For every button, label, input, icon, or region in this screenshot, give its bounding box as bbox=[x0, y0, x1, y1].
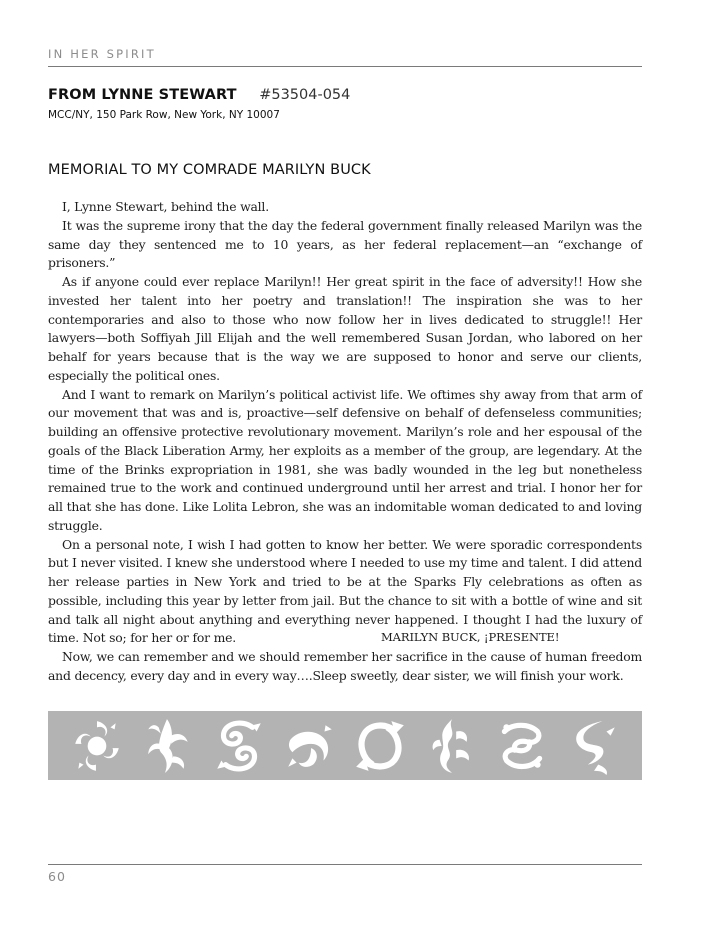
ring-ornament-icon bbox=[354, 717, 406, 775]
body-text bbox=[48, 198, 642, 686]
swirl-ornament-icon bbox=[71, 717, 123, 775]
spiral-ornament-icon bbox=[213, 717, 265, 775]
header-rule bbox=[48, 66, 642, 67]
piece-title: MEMORIAL TO MY COMRADE MARILYN BUCK bbox=[48, 162, 371, 178]
hook-ornament-icon bbox=[567, 717, 619, 775]
paragraph: As if anyone could ever replace Marilyn!! Her great spirit in the face of adversity!! How she invested her talent into her poetry and translation!! The inspiration she was to her contemporaries and also to those who now follow her in lives dedicated to struggle!! Her lawyers—both Soffiyah Jill Elijah and the well remembered Susan Jordan, who labored on her behalf for years because that is the way we are supposed to honor and serve our clients, especially the political ones. bbox=[48, 274, 642, 383]
wave-ornament-icon bbox=[496, 717, 548, 775]
page-number: 60 bbox=[48, 869, 66, 884]
inmate-number: #53504-054 bbox=[259, 87, 351, 103]
footer-rule bbox=[48, 864, 642, 865]
leaf-ornament-icon bbox=[142, 717, 194, 775]
paragraph: I, Lynne Stewart, behind the wall. bbox=[62, 199, 269, 214]
author-name: FROM LYNNE STEWART bbox=[48, 87, 237, 103]
bird-ornament-icon bbox=[284, 717, 336, 775]
signoff: MARILYN BUCK, ¡PRESENTE! bbox=[381, 630, 560, 644]
flame-ornament-icon bbox=[425, 717, 477, 775]
paragraph: On a personal note, I wish I had gotten to know her better. We were sporadic correspondents but I never visited. I knew she understood where I needed to use my time and talent. I did attend her release parties in New York and tried to be at the Sparks Fly celebrations as often as possible, including this year by letter from jail. But the chance to sit with a bottle of wine and sit and talk all night about anything and everything never happened. I thought I had the luxury of time. Not so; for her or for me. bbox=[48, 536, 642, 646]
paragraph: It was the supreme irony that the day the federal government finally released Marilyn was the same day they sentenced me to 10 years, as her federal replacement—an “exchange of prisoners.” bbox=[48, 217, 642, 271]
paragraph: Now, we can remember and we should remember her sacrifice in the cause of human freedom and decency, every day and in every way….Sleep sweetly, dear sister, we will finish your work. bbox=[48, 649, 642, 683]
ornament-band bbox=[48, 711, 642, 780]
paragraph: And I want to remark on Marilyn’s political activist life. We oftimes shy away from that arm of our movement that was and is, proactive—self defensive on behalf of defenseless communities; building an offensive protective revolutionary movement. Marilyn’s role and her espousal of the goals of the Black Liberation Army, her exploits as a member of the group, are legendary. At the time of the Brinks expropriation in 1981, she was badly wounded in the leg but nonetheless remained true to the work and continued underground until her arrest and trial. I honor her for all that she has done. Like Lolita Lebron, she was an indomitable woman dedicated to and loving struggle. bbox=[48, 386, 642, 533]
author-address: MCC/NY, 150 Park Row, New York, NY 10007 bbox=[48, 109, 280, 121]
running-head: IN HER SPIRIT bbox=[48, 47, 156, 61]
author-line bbox=[48, 87, 350, 103]
